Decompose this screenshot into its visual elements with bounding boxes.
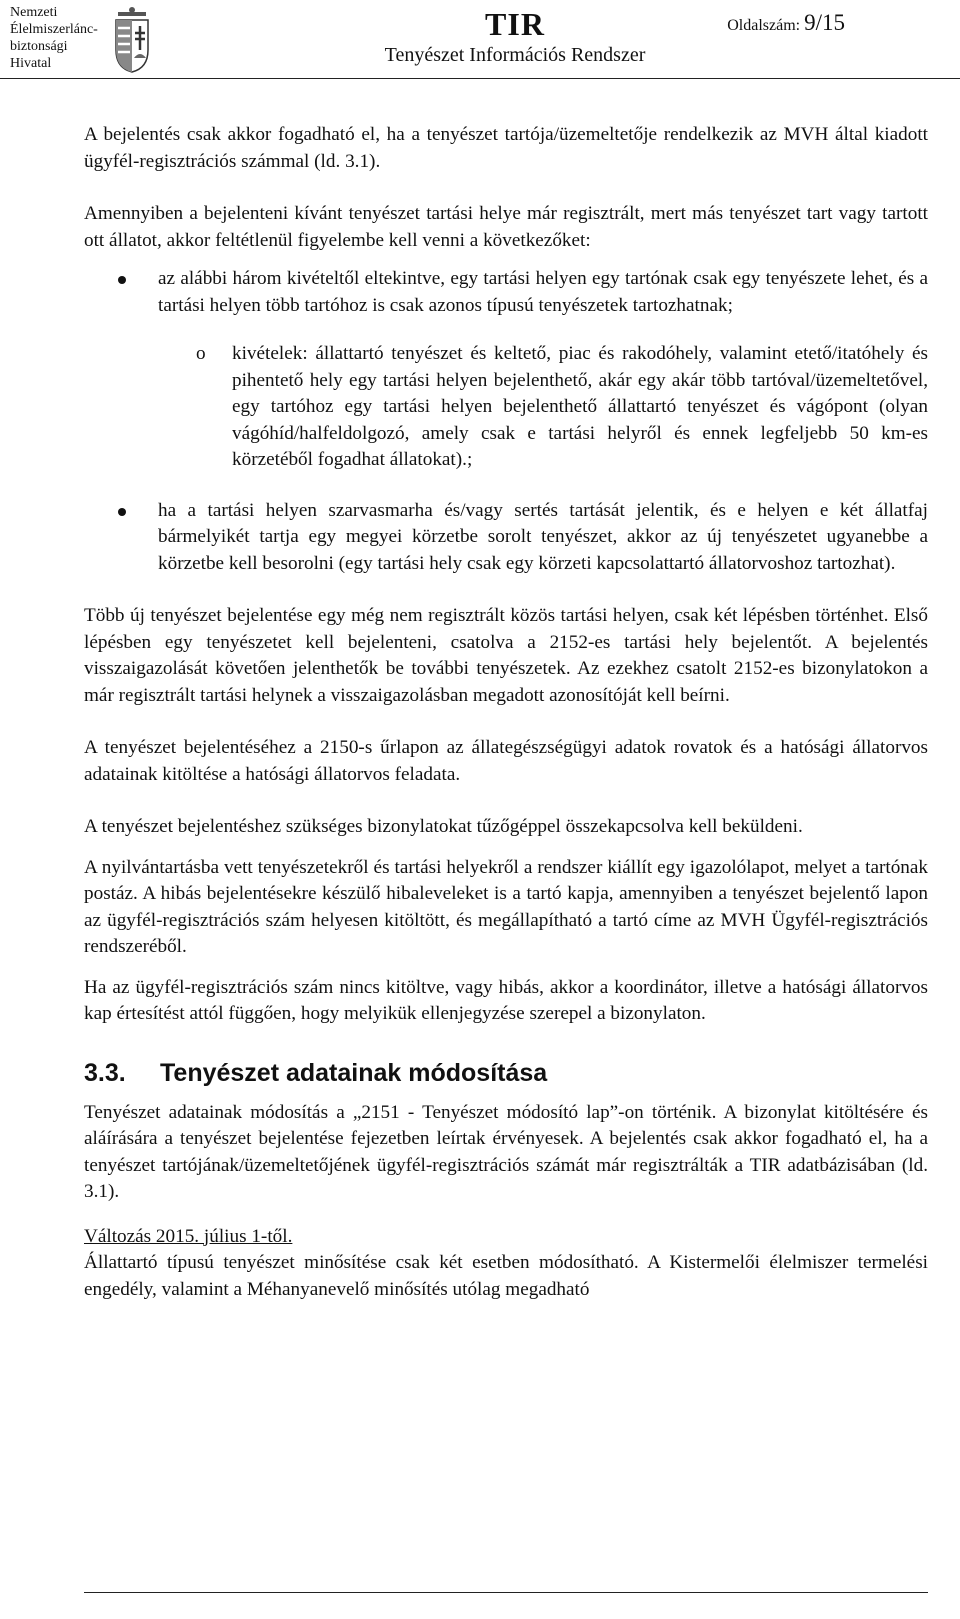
bullet-list — [84, 266, 928, 577]
paragraph: A bejelentés csak akkor fogadható el, ha a tenyészet tartója/üzemeltetője rendelkezik az MVH által kiadott ügyfél-regisztrációs számmal (ld. 3.1). — [84, 124, 928, 172]
paragraph: Állattartó típusú tenyészet minősítése csak két esetben módosítható. A Kistermelői élelmiszer termelési engedély, valamint a Méhanyanevelő minősítés utólag megadható — [84, 1252, 928, 1300]
section-title: Tenyészet adatainak módosítása — [160, 1058, 548, 1087]
bullet-icon — [118, 276, 126, 284]
page-number — [727, 10, 845, 36]
page-number-value: 9/15 — [804, 10, 845, 35]
coat-of-arms-icon — [112, 6, 152, 74]
organization-name — [10, 4, 120, 72]
paragraph: A tenyészet bejelentéshez szükséges bizonylatokat tűzőgéppel összekapcsolva kell beküldeni. — [84, 816, 803, 837]
bullet-text: ha a tartási helyen szarvasmarha és/vagy sertés tartását jelentik, és e helyen e két állatfaj bármelyikét tartja egy megyei körzetbe sorolt tenyészet, akkor az új tenyészetet ugyanebbe a körzetbe kell besorolni (egy tartási hely csak egy körzeti kapcsolattartó állatorvoshoz tartozhat). — [158, 499, 928, 574]
page-number-label: Oldalszám: — [727, 17, 801, 34]
paragraph: A nyilvántartásba vett tenyészetekről és tartási helyekről a rendszer kiállít egy igazolólapot, melyet a tartónak postáz. A hibás bejelentésekre készülő hibaleveleket is a tartó kapja, amennyiben a tenyészet bejelentő lapon az ügyfél-regisztrációs szám helyesen kitöltött, és megállapítható a tartó címe az MVH Ügyfél-regisztrációs rendszeréből. — [84, 856, 928, 957]
bullet-text: az alábbi három kivételtől eltekintve, egy tartási helyen egy tartónak csak egy tenyészete lehet, és a tartási helyen több tartóhoz is csak azonos típusú tenyészetek tartozhatnak; — [158, 268, 928, 316]
header-divider — [0, 78, 960, 79]
bullet-item — [84, 498, 928, 578]
paragraph: Tenyészet adatainak módosítás a „2151 - Tenyészet módosító lap”-on történik. A bizonylat kitöltésére és aláírására a tenyészet bejelentése fejezetben leírtak érvényesek. A bejelentés csak akkor fogadható el, ha a tenyészet tartójának/üzemeltetőjének ügyfél-regisztrációs számát már regisztrálták a TIR adatbázisában (ld. 3.1). — [84, 1101, 928, 1202]
sub-bullet-marker: o — [196, 343, 206, 364]
sub-bullet-text: kivételek: állattartó tenyészet és keltető, piac és rakodóhely, valamint etető/itatóhely és pihentető hely egy tartási helyen bejelenthető, akár egy akár több tartóval/üzemeltetővel, egy tartóhoz egy tartási helyen bejelenthető állattartó tenyészet és vágópont (olyan vágóhíd/halfeldolgozó, amely csak e tartási helyről és ennek legfeljebb 50 km-es körzetéből fogadhat állatokat).; — [232, 343, 928, 470]
page-header — [0, 0, 960, 80]
document-title: TIR — [485, 6, 545, 42]
paragraph: Több új tenyészet bejelentése egy még nem regisztrált közös tartási helyen, csak két lépésben történhet. Első lépésben egy tenyészetet kell bejelenteni, csatolva a 2152-es tartási hely bejelentőt. A bejelentés visszaigazolását követően jelenthetők be további tenyészetek. Az ezekhez csatolt 2152-es bizonylatokon a már regisztrált tartási helynek a visszaigazolásban megadott azonosítóját kell beírni. — [84, 605, 928, 706]
paragraph: A tenyészet bejelentéséhez a 2150-s űrlapon az állategészségügyi adatok rovatok és a hatósági állatorvos adatainak kitöltése a hatósági állatorvos feladata. — [84, 737, 928, 785]
bullet-item — [84, 266, 928, 474]
document-title-block — [350, 6, 680, 68]
org-line: Nemzeti — [10, 5, 58, 20]
document-body — [84, 122, 928, 1303]
paragraph: Ha az ügyfél-regisztrációs szám nincs kitöltve, vagy hibás, akkor a koordinátor, illetve a hatósági állatorvos kap értesítést attól függően, hogy melyikük ellenjegyzése szerepel a bizonylaton. — [84, 976, 928, 1024]
org-line: Hivatal — [10, 56, 52, 71]
section-number: 3.3. — [84, 1058, 126, 1087]
document-subtitle: Tenyészet Információs Rendszer — [384, 44, 646, 66]
org-line: Élelmiszerlánc- — [10, 22, 98, 37]
paragraph: Amennyiben a bejelenteni kívánt tenyészet tartási helye már regisztrált, mert más tenyészet tart vagy tartott ott állatot, akkor feltétlenül figyelembe kell venni a következőket: — [84, 203, 928, 251]
section-heading — [84, 1058, 928, 1088]
sub-list-item — [158, 341, 928, 474]
footer-divider — [84, 1592, 928, 1593]
change-note-title: Változás 2015. július 1-től. — [84, 1225, 293, 1247]
bullet-icon — [118, 508, 126, 516]
org-line: biztonsági — [10, 39, 68, 54]
